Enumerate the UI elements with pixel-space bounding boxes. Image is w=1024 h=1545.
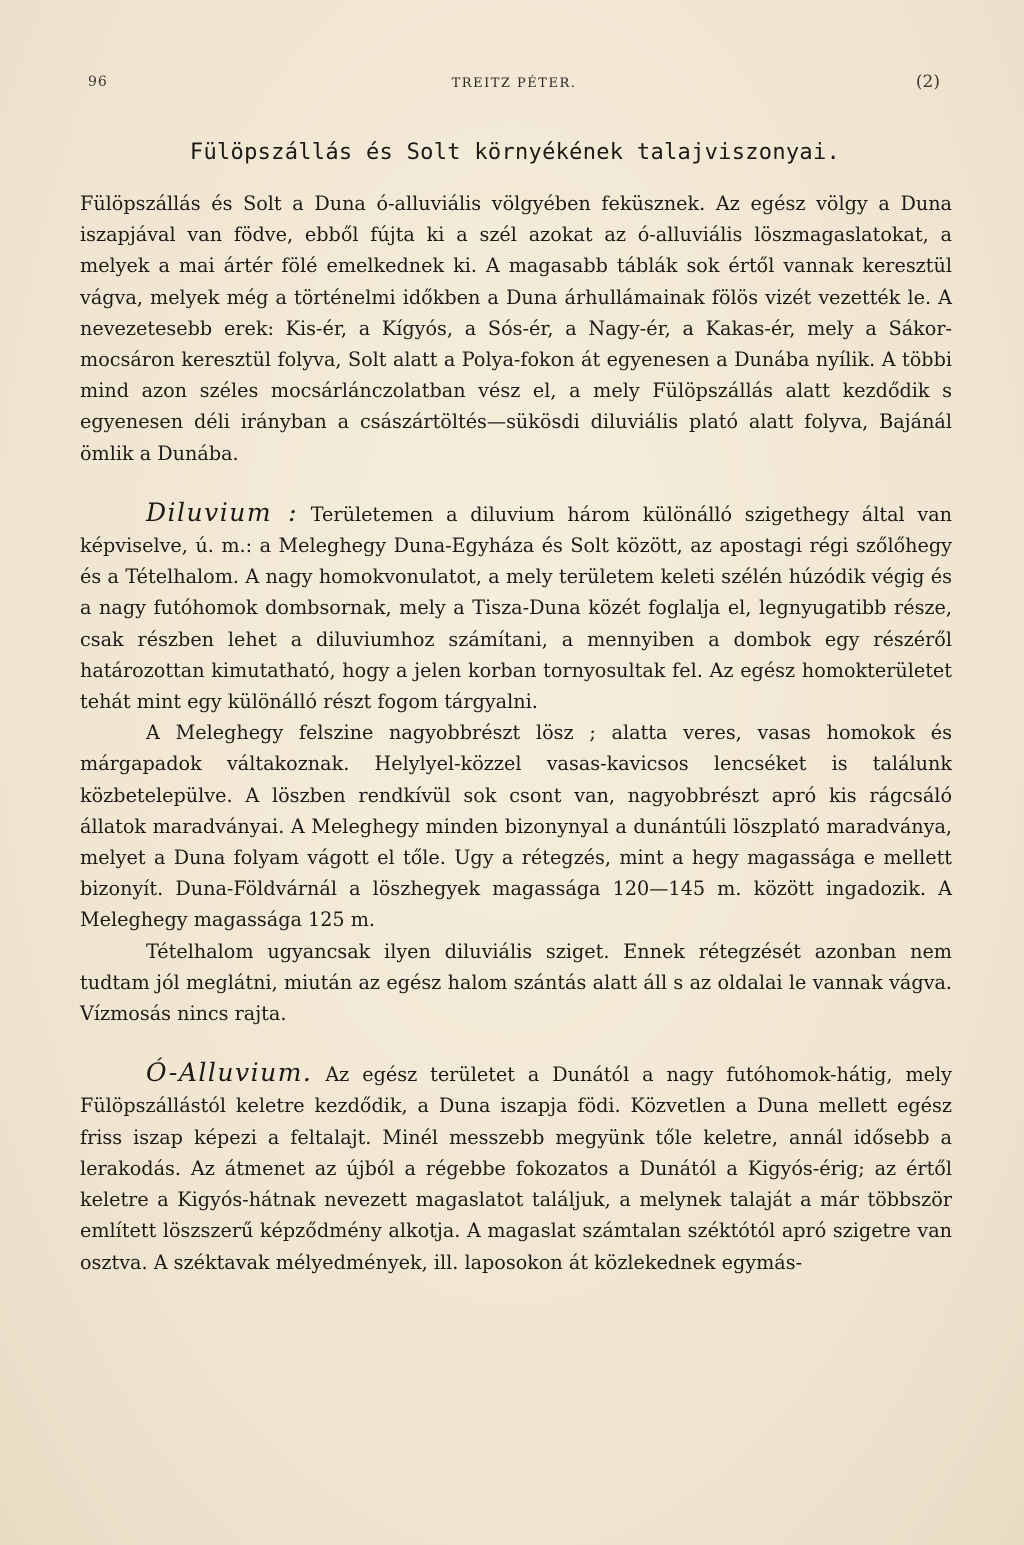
- section-title: Fülöpszállás és Solt környékének talajviszonyai.: [189, 140, 841, 165]
- running-head-author: TREITZ PÉTER.: [451, 76, 577, 91]
- paragraph-meleghegy: A Meleghegy felszine nagyobbrészt lösz ; alatta veres, vasas homokok és márgapadok váltakoznak. Helylyel-közzel vasas-kavicsos lencséket is találunk közbetelepülve. A löszben rendkívül sok csont van, nagyobbrészt apró kis rágcsáló állatok maradványai. A Meleghegy minden bizonynyal a dunántúli löszplató maradványa, melyet a Duna folyam vágott el tőle. Ugy a rétegzés, mint a hegy magassága e mellett bizonyít. Duna-Földvárnál a löszhegyek magassága 120—145 m. között ingadozik. A Meleghegy magassága 125 m.: [80, 721, 952, 932]
- part-number: (2): [915, 72, 940, 92]
- diluvium-text: Területemen a diluvium három különálló szigethegy által van képviselve, ú. m.: a Meleghegy Duna-Egyháza és Solt között, az apostagi régi szőlőhegy és a Tételhalom. A nagy homokvonulatot, a mely területem keleti szélén húzódik végig és a nagy futóhomok dombsornak, mely a Tisza-Duna közét foglalja el, legnyugatibb része, csak részben lehet a diluviumhoz számítani, a mennyiben a dombok egy részéről határozottan kimutatható, hogy a jelen korban tornyosultak fel. Az egész homokterületet tehát mint egy különálló részt fogom tárgyalni.: [80, 502, 952, 714]
- paragraph-o-alluvium: [80, 1057, 952, 1277]
- page-number: 96: [88, 74, 108, 90]
- running-head: [88, 72, 940, 98]
- o-alluvium-heading: Ó-Alluvium.: [146, 1058, 313, 1088]
- paragraph-tetelhalom: Tételhalom ugyancsak ilyen diluviális sziget. Ennek rétegzését azonban nem tudtam jól meglátni, miután az egész halom szántás alatt áll s az oldalai le vannak vágva. Vízmosás nincs rajta.: [80, 939, 952, 1026]
- paragraph-intro: Fülöpszállás és Solt a Duna ó-alluviális völgyében feküsznek. Az egész völgy a Duna iszapjával van födve, ebből fújta ki a szél azokat az ó-alluviális löszmagaslatokat, a melyek a mai ártér fölé emelkednek ki. A magasabb táblák sok értől vannak keresztül vágva, melyek még a történelmi időkben a Duna árhullámainak fölös vizét vezették le. A nevezetesebb erek: Kis-ér, a Kígyós, a Sós-ér, a Nagy-ér, a Kakas-ér, mely a Sákor-mocsáron keresztül folyva, Solt alatt a Polya-fokon át egyenesen a Dunába nyílik. A többi mind azon széles mocsárlánczolatban vész el, a mely Fülöpszállás alatt kezdődik s egyenesen déli irányban a császártöltés—sükösdi diluviális plató alatt folyva, Bajánál ömlik a Dunába.: [80, 192, 952, 465]
- o-alluvium-text: Az egész területet a Dunától a nagy futóhomok-hátig, mely Fülöpszállástól keletre kezdődik, a Duna iszapja födi. Közvetlen a Duna mellett egész friss iszap képezi a feltalajt. Minél messzebb megyünk tőle keletre, annál idősebb a lerakodás. Az átmenet az újból a régebbe fokozatos a Dunától a Kigyós-érig; az értől keletre a Kigyós-hátnak nevezett magaslatot találjuk, a melynek talaját a már többször említett löszszerű képződmény alkotja. A magaslat számtalan széktótól apró szigetre van osztva. A széktavak mélyedmények, ill. laposokon át közlekednek egymás-: [80, 1063, 952, 1274]
- body-text: [80, 188, 952, 1278]
- diluvium-heading: Diluvium :: [146, 497, 299, 527]
- paragraph-diluvium: [80, 497, 952, 717]
